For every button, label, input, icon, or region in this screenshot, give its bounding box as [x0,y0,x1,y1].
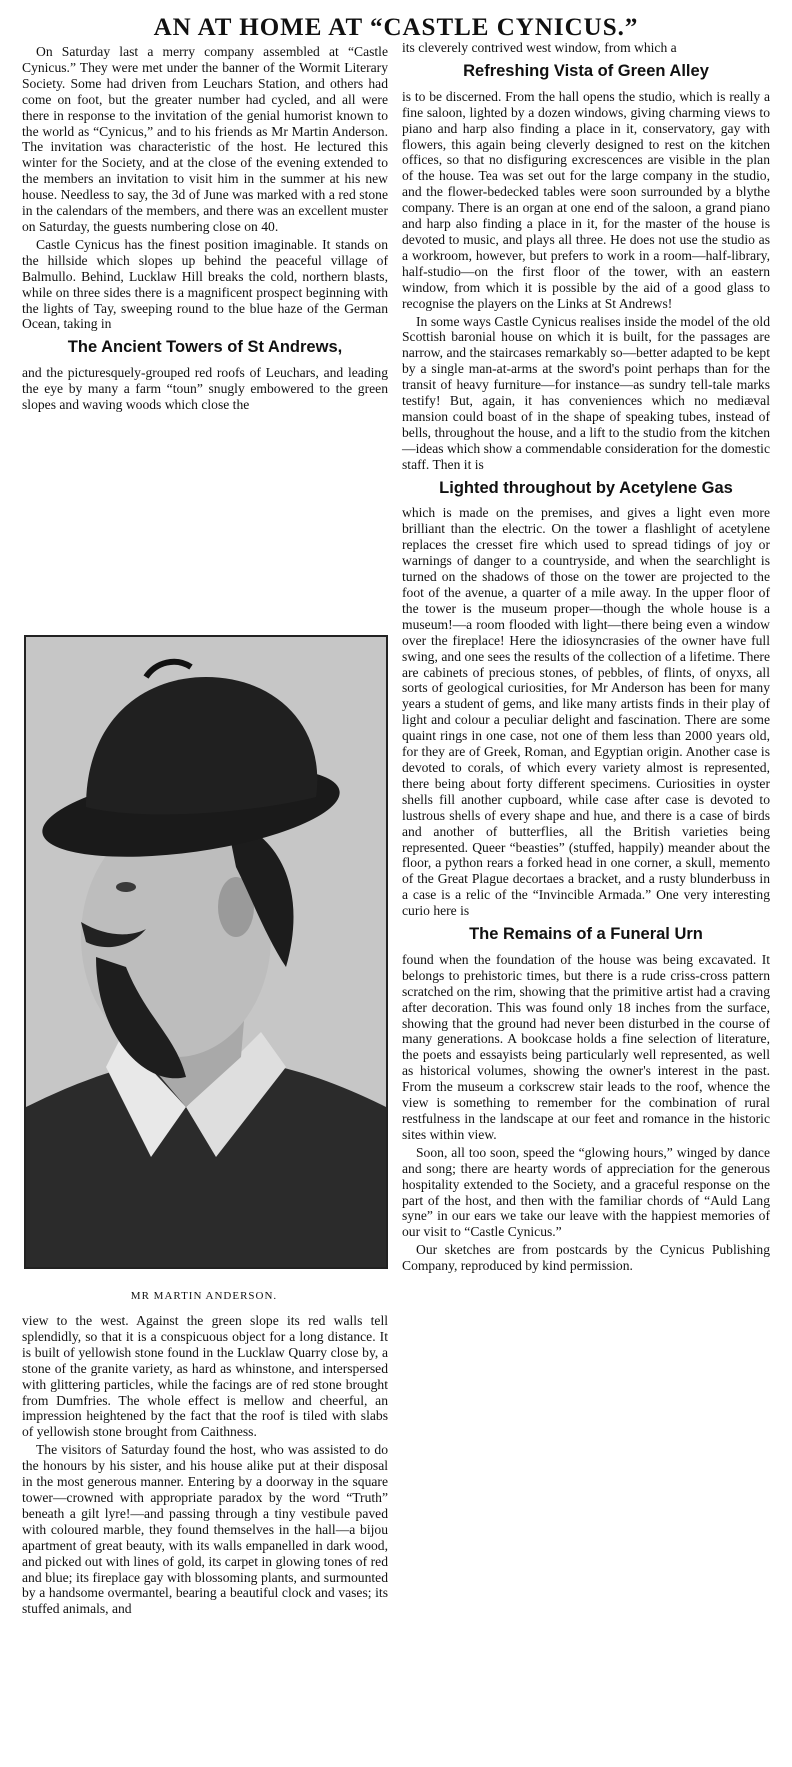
paragraph-leuchars: and the picturesquely-grouped red roofs of Leuchars, and leading the eye by many a farm “toun” snugly embowered to the green slopes and waving woods which close the [22,365,388,413]
subheading-acetylene: Lighted throughout by Acetylene Gas [439,478,733,497]
article-title: AN AT HOME AT “CASTLE CYNICUS.” [153,14,639,41]
paragraph-credits: Our sketches are from postcards by the Cynicus Publishing Company, reproduced by kind permission. [402,1242,770,1274]
left-column-top [22,44,388,413]
subheading-ancient-towers: The Ancient Towers of St Andrews, [67,338,343,357]
paragraph-urn: found when the foundation of the house was being excavated. It belongs to prehistoric times, but there is a rude criss-cross pattern scratched on the rim, showing that the primitive artist had a craving after decoration. This was found only 18 inches from the surface, showing that the ground had never been disturbed in the course of many generations. A bookcase holds a fine selection of literature, the poets and essayists being particularly well represented, as well as historical volumes, showing the owner's interest in the past. From the museum a corkscrew stair leads to the roof, whence the view is something to remember for the combination of rural restfulness in the landscape at our feet and romance in the historic sites within view. [402,951,770,1142]
paragraph-studio: is to be discerned. From the hall opens the studio, which is really a fine saloon, lighted by a dozen windows, giving charming views to piano and harp also finding a place in it, conservatory, gay with flowers, this again being cleverly designed to rest on the kitchen offices, so that no disfiguring excrescences are visible in the plan of the house. Tea was set out for the large company in the studio, and the flower-bedecked tables were soon surrounded by a blythe company. There is an organ at one end of the saloon, a grand piano and harp also finding a place in it, for the master of the house is devoted to music, and plays all three. He does not use the studio as a workroom, however, but prefers to work in a room—half-library, half-studio—on the first floor of the tower, with an eastern window, from which it is possible by the aid of a good glass to recognise the players on the Links at St Andrews! [402,88,770,311]
paragraph-farewell: Soon, all too soon, speed the “glowing hours,” winged by dance and song; there are hearty words of appreciation for the generous hospitality extended to the Society, and a graceful response on the part of the host, and then with the familiar chords of “Auld Lang syne” in our ears we take our leave with the happiest memories of our visit to “Castle Cynicus.” [402,1144,770,1240]
portrait-photo [24,635,388,1269]
subheading-funeral-urn: The Remains of a Funeral Urn [469,925,703,944]
paragraph-position: Castle Cynicus has the finest position imaginable. It stands on the hillside which slopes up behind the peaceful village of Balmullo. Behind, Lucklaw Hill breaks the cold, northern blasts, while on three sides there is a magnificent prospect beginning with the lights of Tay, sweeping round to the blue haze of the German Ocean, taking in [22,236,388,332]
right-column [402,40,770,1274]
subheading-green-alley: Refreshing Vista of Green Alley [463,61,709,80]
paragraph-visitors: The visitors of Saturday found the host, who was assisted to do the honours by his sister, and his house alike put at their disposal in the most generous manner. Entering by a doorway in the square tower—crowned with appropriate paradox by the word “Truth” beneath a gilt lyre!—and passing through a tiny vestibule paved with coloured marble, they found themselves in the hall—a bijou apartment of great beauty, with its walls empanelled in dark wood, and picked out with lines of gold, its carpet in glowing tones of red and blue; its fireplace gay with blossoming plants, and surmounted by a handsome overmantel, bearing a beautiful clock and vases; its stuffed animals, and [22,1442,388,1617]
photo-caption: MR MARTIN ANDERSON. [130,1290,278,1302]
paragraph-view-west: view to the west. Against the green slope its red walls tell splendidly, so that it is a conspicuous object for a long distance. It is built of yellowish stone found in the Lucklaw Quarry close by, a stone of the granite variety, as hard as whinstone, and interspersed with glittering particles, while the facings are of red stone brought from Dumfries. The whole effect is mellow and cheerful, an impression heightened by the fact that the roof is tiled with slabs of yellowish stone brought from Caithness. [22,1313,388,1440]
paragraph-west-window: its cleverely contrived west window, from which a [402,40,677,55]
paragraph-intro: On Saturday last a merry company assembled at “Castle Cynicus.” They were met under the banner of the Wormit Literary Society. Some had driven from Leuchars Station, and others had come on foot, but the greater number had cycled, and all were there in response to the invitation of the genial humorist known to the world as “Cynicus,” and to his friends as Mr Martin Anderson. The invitation was characteristic of the host. He lectured this winter for the Society, and at the close of the evening extended to the members an invitation to visit him in the summer at his new house. Needless to say, the 3d of June was marked with a red stone in the calendars of the members, and there was an excellent muster on Saturday, the guests numbering close on 40. [22,44,388,234]
left-column-bottom [22,1313,388,1617]
portrait-illustration [26,637,386,1267]
paragraph-museum: which is made on the premises, and gives a light even more brilliant than the electric. On the tower a flashlight of acetylene replaces the cresset fire which used to spread tidings of joy or warnings of danger to a countryside, and when the searchlight is turned on the shadows of those on the tower are projected to the foot of the avenue, a quarter of a mile away. In the upper floor of the tower is the museum proper—though the whole house is a museum!—a room flooded with light—there being even a window over the fireplace! Here the idiosyncrasies of the owner have full swing, and one sees the results of the collection of a lifetime. There are cabinets of precious stones, of pebbles, of flints, of onyxs, all sorts of geological curiosities, for Mr Anderson has been for many years a student of gems, and like many artists finds in their play of light and colour a peculiar delight and fascination. There are some quaint rings in one case, not one of them less than 2000 years old, for they are of Greek, Roman, and Egyptian origin. Another case is devoted to corals, of which every variety almost is represented, there being about forty different specimens. Curiosities in oyster shells fill another cupboard, while case after case is devoted to lustrous shells of every shape and hue, and there is a case of birds and another of butterflies, all the British varieties being represented. Queer “beasties” (stuffed, happily) meander about the floor, a python rears a forked head in one corner, a skull, memento of the Great Plague decortaes a bracket, and a rusty blunderbuss in a case is a relic of the “Invincible Armada.” One very interesting curio here is [402,505,770,919]
paragraph-baronial: In some ways Castle Cynicus realises inside the model of the old Scottish baronial house on which it is built, for the passages are narrow, and the staircases remarkably so—better adapted to be kept by a single man-at-arms at the sword's point perhaps than for the transit of heavy furniture—for instance—as sundry tell-tale marks testify! But, again, it has conveniences which no mediæval mansion could boast of in the shape of speaking tubes, instead of bells, throughout the house, and a lift to the studio from the kitchen—ideas which show a commendable consideration for the domestic staff. Then it is [402,313,770,472]
